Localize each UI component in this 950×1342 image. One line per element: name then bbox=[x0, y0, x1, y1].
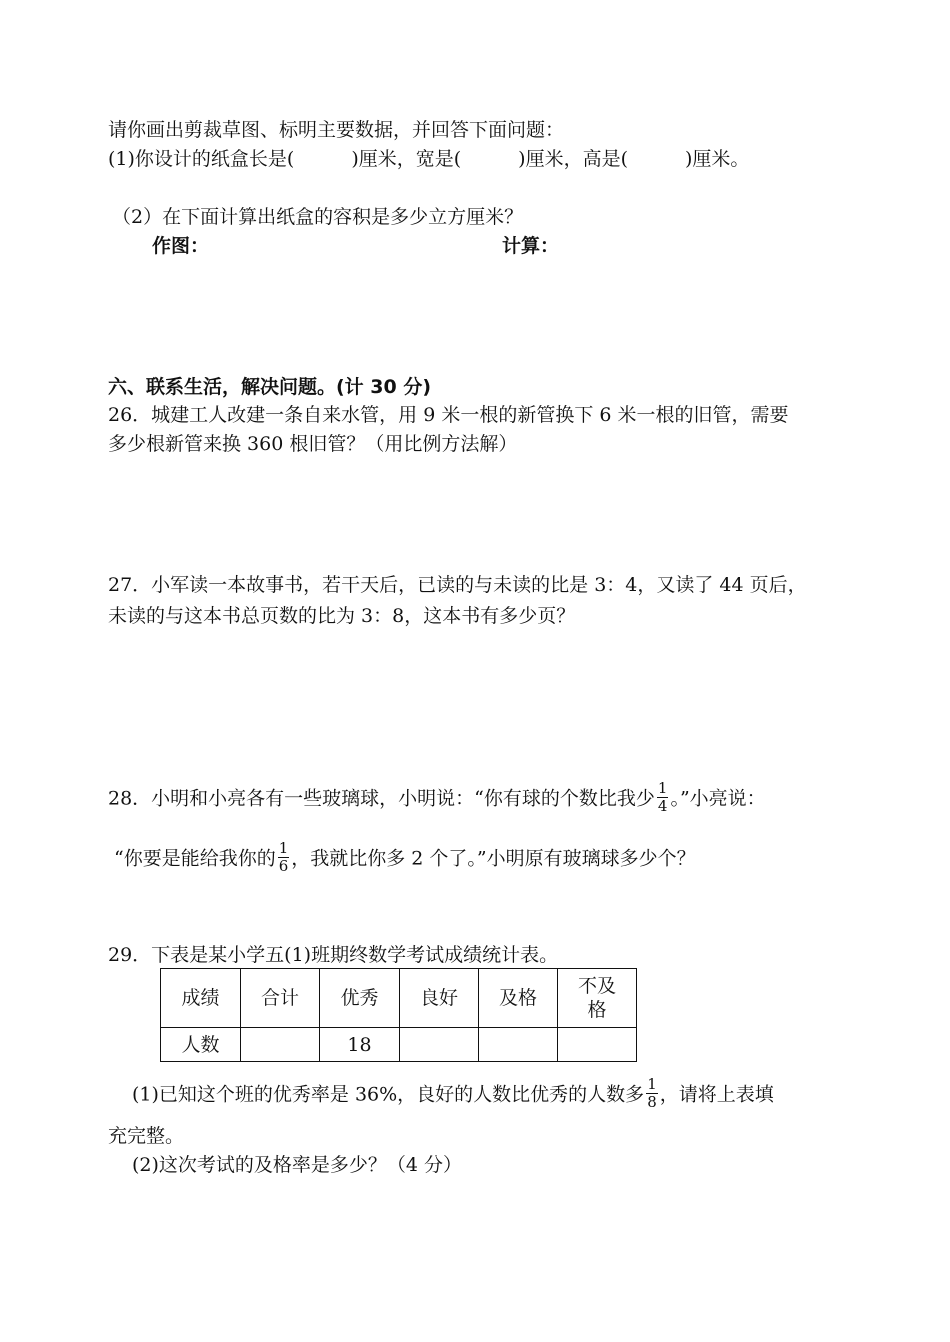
problem-29-question-1-line-2: 充完整。 bbox=[108, 1125, 185, 1147]
cell-pass bbox=[479, 1028, 558, 1062]
cell-good bbox=[400, 1028, 479, 1062]
fraction-one-quarter: $\frac{1}{4}$ bbox=[657, 779, 668, 815]
intro-text: 请你画出剪裁草图、标明主要数据，并回答下面问题： bbox=[108, 119, 565, 141]
section-6-heading: 六、联系生活，解决问题。(计 30 分) bbox=[108, 376, 432, 398]
grades-table bbox=[160, 968, 637, 1062]
header-fail-line-1: 不及 bbox=[577, 975, 616, 997]
fraction-one-sixth: $\frac{1}{6}$ bbox=[278, 839, 289, 875]
problem-29-line-1: 29．下表是某小学五(1)班期终数学考试成绩统计表。 bbox=[108, 944, 559, 966]
problem-28-text-c: “你要是能给我你的 bbox=[114, 847, 276, 870]
problem-28-line-2 bbox=[114, 839, 696, 877]
header-cell-good: 良好 bbox=[400, 969, 479, 1028]
problem-27-line-2: 未读的与这本书总页数的比为 3：8，这本书有多少页？ bbox=[108, 605, 576, 627]
draw-label: 作图： bbox=[152, 235, 210, 257]
header-cell-fail bbox=[558, 969, 637, 1028]
header-fail-line-2: 格 bbox=[587, 999, 607, 1021]
header-cell-excellent: 优秀 bbox=[320, 969, 400, 1028]
fraction-one-eighth: $\frac{1}{8}$ bbox=[647, 1075, 657, 1111]
problem-28-line-1 bbox=[108, 779, 766, 817]
header-cell-pass: 及格 bbox=[479, 969, 558, 1028]
table-header-row bbox=[161, 969, 637, 1028]
problem-28-text-d: ，我就比你多 2 个了。”小明原有玻璃球多少个？ bbox=[291, 847, 696, 870]
question-2: （2）在下面计算出纸盒的容积是多少立方厘米？ bbox=[112, 206, 524, 228]
header-cell-total: 合计 bbox=[241, 969, 320, 1028]
calc-label: 计算： bbox=[502, 235, 560, 257]
problem-29-question-2: (2)这次考试的及格率是多少？（4 分） bbox=[132, 1154, 463, 1176]
problem-28-text-b: 。”小亮说： bbox=[670, 787, 766, 810]
problem-29-question-1 bbox=[132, 1075, 774, 1113]
header-cell-grade: 成绩 bbox=[161, 969, 241, 1028]
cell-total bbox=[241, 1028, 320, 1062]
problem-28-text-a: 28．小明和小亮各有一些玻璃球，小明说：“你有球的个数比我少 bbox=[108, 787, 655, 810]
problem-29-text-b: ，请将上表填 bbox=[659, 1083, 774, 1106]
problem-26-line-1: 26．城建工人改建一条自来水管，用 9 米一根的新管换下 6 米一根的旧管，需要 bbox=[108, 404, 789, 426]
table-row bbox=[161, 1028, 637, 1062]
row-label-count: 人数 bbox=[161, 1028, 241, 1062]
problem-29-text-a: (1)已知这个班的优秀率是 36%，良好的人数比优秀的人数多 bbox=[132, 1083, 645, 1106]
question-1: (1)你设计的纸盒长是( )厘米，宽是( )厘米，高是( )厘米。 bbox=[108, 148, 750, 170]
cell-excellent: 18 bbox=[320, 1028, 400, 1062]
problem-27-line-1: 27．小军读一本故事书，若干天后，已读的与未读的比是 3：4，又读了 44 页后， bbox=[108, 574, 807, 596]
problem-26-line-2: 多少根新管来换 360 根旧管？（用比例方法解） bbox=[108, 433, 518, 455]
cell-fail bbox=[558, 1028, 637, 1062]
